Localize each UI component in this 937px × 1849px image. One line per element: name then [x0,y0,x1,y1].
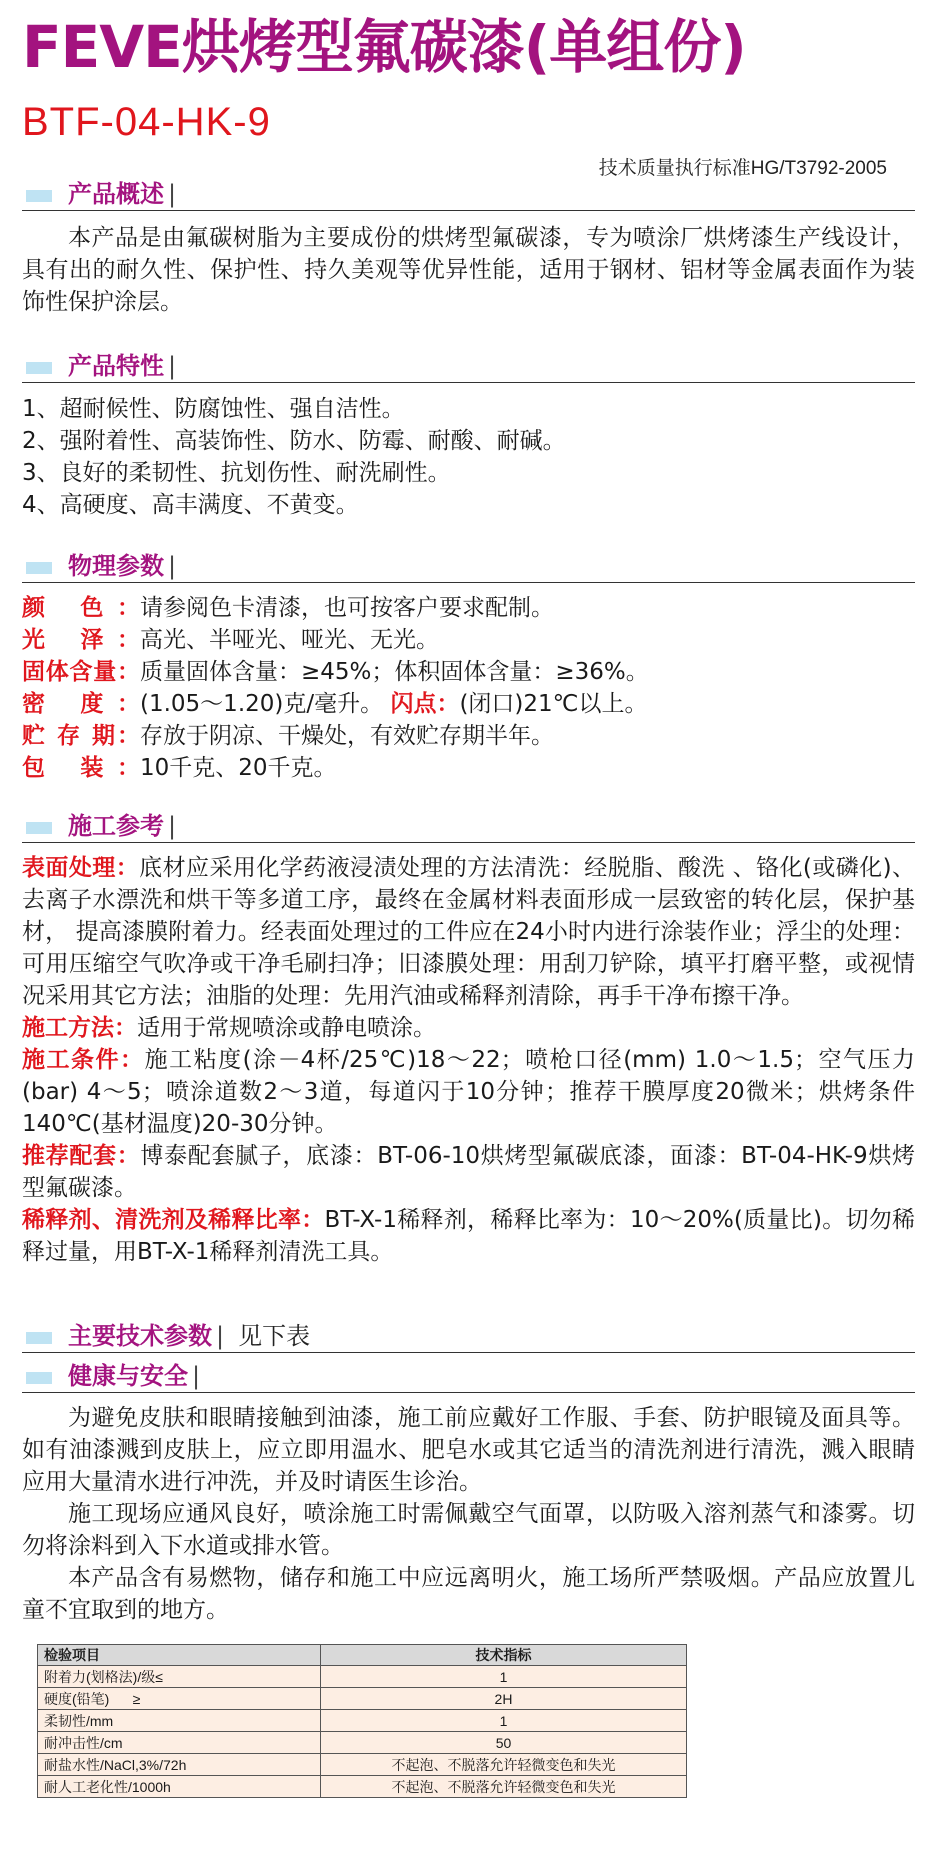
param-value: 高光、半哑光、哑光、无光。 [140,627,439,653]
section-title: 产品特性 [68,352,164,380]
table-cell: 耐人工老化性/1000h [38,1776,321,1798]
table-cell: 柔韧性/mm [38,1710,321,1732]
list-item: 1、超耐候性、防腐蚀性、强自洁性。 [22,396,405,422]
section-title: 健康与安全 [68,1362,188,1390]
spec-paragraph [22,1044,915,1140]
table-row [38,1776,687,1798]
product-model: BTF-04-HK-9 [22,100,271,144]
section-title: 主要技术参数 [68,1322,212,1350]
table-cell: 1 [321,1666,687,1688]
param-label: 固体含量： [22,659,140,685]
quality-standard: 技术质量执行标准HG/T3792-2005 [598,158,887,179]
param-label: 闪点： [390,691,460,717]
section-marker-icon [26,190,52,202]
spec-paragraph [22,1140,915,1204]
table-cell: 2H [321,1688,687,1710]
spec-paragraph [22,852,915,1012]
section-title: 物理参数 [68,552,164,580]
table-header-cell: 检验项目 [38,1645,321,1666]
features-list [22,393,915,521]
table-header-row [38,1645,687,1666]
section-header-safety: 健康与安全 | [22,1360,915,1393]
table-cell: 1 [321,1710,687,1732]
param-label: 颜 色： [22,595,140,621]
product-title: FEVE烘烤型氟碳漆(单组份) [22,13,746,81]
section-header-construction: 施工参考 | [22,810,915,843]
spec-label: 推荐配套： [22,1143,141,1169]
table-row [38,1732,687,1754]
construction-spec [22,852,915,1268]
param-label: 密 度： [22,691,140,717]
param-value: 存放于阴凉、干燥处，有效贮存期半年。 [140,723,554,749]
section-header-features: 产品特性 | [22,350,915,383]
table-row [38,1710,687,1732]
param-value: 10千克、20千克。 [140,755,337,781]
table-cell: 耐盐水性/NaCl,3%/72h [38,1754,321,1776]
spec-value: 博泰配套腻子，底漆：BT-06-10烘烤型氟碳底漆，面漆：BT-04-HK-9烘烤型氟碳漆。 [22,1143,916,1201]
section-marker-icon [26,562,52,574]
table-cell: 不起泡、不脱落允许轻微变色和失光 [321,1754,687,1776]
param-row [22,624,915,656]
safety-paragraph: 施工现场应通风良好，喷涂施工时需佩戴空气面罩，以防吸入溶剂蒸气和漆雾。切勿将涂料到入下水道或排水管。 [22,1501,915,1559]
list-item: 3、良好的柔韧性、抗划伤性、耐洗刷性。 [22,460,451,486]
param-row [22,656,915,688]
param-row [22,688,915,720]
param-value: 请参阅色卡清漆，也可按客户要求配制。 [140,595,554,621]
section-header-physical: 物理参数 | [22,550,915,583]
section-marker-icon [26,362,52,374]
param-value: (1.05～1.20)克/毫升。 [140,691,384,717]
spec-label: 稀释剂、清洗剂及稀释比率： [22,1207,325,1233]
table-row [38,1666,687,1688]
param-value: (闭口)21℃以上。 [459,691,648,717]
table-cell: 硬度(铅笔) ≥ [38,1688,321,1710]
safety-paragraph: 本产品含有易燃物，储存和施工中应远离明火，施工场所严禁吸烟。产品应放置儿童不宜取到的地方。 [22,1565,915,1623]
section-marker-icon [26,822,52,834]
spec-label: 施工条件： [22,1047,145,1073]
spec-value: 底材应采用化学药液浸渍处理的方法清洗：经脱脂、酸洗 、铬化(或磷化)、去离子水漂洗和烘干等多道工序，最终在金属材料表面形成一层致密的转化层，保护基材， 提高漆膜附着力。经表面处理过的工件应在24小时内进行涂装作业；浮尘的处理：可用压缩空气吹净或干净毛刷扫净；旧漆膜处理：用刮刀铲除，填平打磨平整，或视情况采用其它方法；油脂的处理：先用汽油或稀释剂清除，再手干净布擦干净。 [22,855,916,1009]
param-label: 贮 存 期： [22,723,140,749]
section-marker-icon [26,1372,52,1384]
spec-paragraph [22,1012,915,1044]
param-label: 光 泽： [22,627,140,653]
spec-label: 施工方法： [22,1015,137,1041]
param-row [22,720,915,752]
spec-label: 表面处理： [22,855,140,881]
section-note: 见下表 [238,1322,311,1350]
section-header-overview: 产品概述 | [22,178,915,211]
physical-params [22,592,915,784]
param-label: 包 装： [22,755,140,781]
table-cell: 不起泡、不脱落允许轻微变色和失光 [321,1776,687,1798]
table-cell: 附着力(划格法)/级≤ [38,1666,321,1688]
table-row [38,1688,687,1710]
spec-paragraph [22,1204,915,1268]
spec-value: 适用于常规喷涂或静电喷涂。 [137,1015,436,1041]
param-row [22,592,915,624]
table-cell: 50 [321,1732,687,1754]
overview-text: 本产品是由氟碳树脂为主要成份的烘烤型氟碳漆，专为喷涂厂烘烤漆生产线设计，具有出的耐久性、保护性、持久美观等优异性能，适用于钢材、铝材等金属表面作为装饰性保护涂层。 [22,225,915,315]
table-row [38,1754,687,1776]
section-header-tech-params: 主要技术参数 | 见下表 [22,1320,915,1353]
section-marker-icon [26,1332,52,1344]
spec-value: 施工粘度(涂－4杯/25℃)18～22；喷枪口径(mm) 1.0～1.5；空气压力(bar) 4～5；喷涂道数2～3道，每道闪于10分钟；推荐干膜厚度20微米；烘烤条件140℃(基材温度)20-30分钟。 [22,1047,916,1137]
section-title: 施工参考 [68,812,164,840]
list-item: 4、高硬度、高丰满度、不黄变。 [22,492,359,518]
table-header-cell: 技术指标 [321,1645,687,1666]
section-title: 产品概述 [68,180,164,208]
list-item: 2、强附着性、高装饰性、防水、防霉、耐酸、耐碱。 [22,428,566,454]
tech-params-table [37,1644,687,1798]
param-value: 质量固体含量：≥45%；体积固体含量：≥36%。 [140,659,649,685]
safety-paragraph: 为避免皮肤和眼睛接触到油漆，施工前应戴好工作服、手套、防护眼镜及面具等。如有油漆溅到皮肤上，应立即用温水、肥皂水或其它适当的清洗剂进行清洗，溅入眼睛应用大量清水进行冲洗，并及时请医生诊治。 [22,1405,915,1495]
table-cell: 耐冲击性/cm [38,1732,321,1754]
spec-value: BT-X-1稀释剂，稀释比率为：10～20%(质量比)。切勿稀释过量，用BT-X-1稀释剂清洗工具。 [22,1207,916,1265]
param-row [22,752,915,784]
